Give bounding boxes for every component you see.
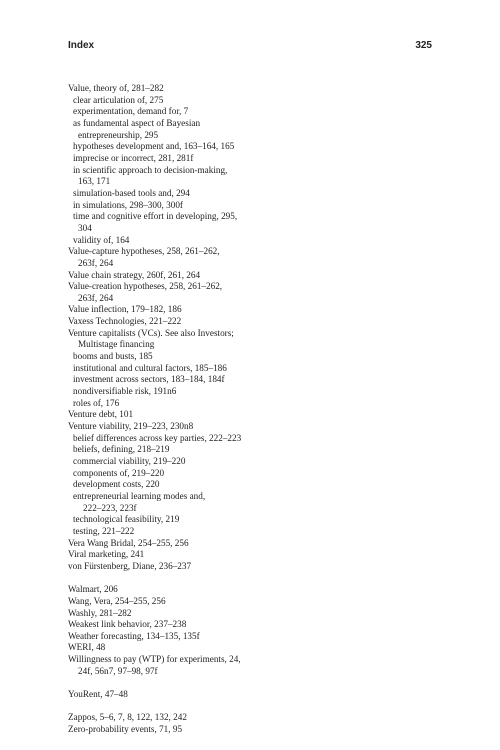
index-subentry: nondiversifiable risk, 191n6	[73, 386, 177, 397]
index-subentry: beliefs, defining, 218–219	[73, 444, 170, 455]
index-entry: Value inflection, 179–182, 186	[68, 304, 182, 315]
index-subentry: 263f, 264	[78, 292, 114, 303]
index-subentry: entrepreneurship, 295	[78, 129, 159, 140]
index-subentry: development costs, 220	[73, 479, 160, 490]
index-subentry: validity of, 164	[73, 234, 130, 245]
index-subentry: entrepreneurial learning modes and,	[73, 490, 206, 501]
index-entry: Willingness to pay (WTP) for experiments, 24,	[68, 654, 241, 665]
index-entry: Weakest link behavior, 237–238	[68, 619, 187, 630]
index-subentry: time and cognitive effort in developing, 295,	[73, 211, 238, 222]
index-entry: Washly, 281–282	[68, 607, 132, 618]
index-subentry: 222–223, 223f	[83, 502, 137, 513]
index-subentry: booms and busts, 185	[73, 351, 153, 362]
index-entry: Venture debt, 101	[68, 409, 134, 420]
letter-group-gap	[68, 573, 432, 585]
index-subentry: hypotheses development and, 163–164, 165	[73, 141, 235, 152]
index-entry: Weather forecasting, 134–135, 135f	[68, 630, 200, 641]
letter-group-gap	[68, 701, 432, 713]
index-subentry: Multistage financing	[78, 339, 155, 350]
index-entry: Value-creation hypotheses, 258, 261–262,	[68, 281, 223, 292]
index-subentry: 163, 171	[78, 176, 111, 187]
page-number: 325	[415, 40, 432, 51]
index-subentry: belief differences across key parties, 222–223	[73, 432, 242, 443]
index-entry: Zappos, 5–6, 7, 8, 122, 132, 242	[68, 712, 187, 723]
index-subentry: clear articulation of, 275	[73, 94, 164, 105]
index-entry: Walmart, 206	[68, 584, 118, 595]
index-subentry: experimentation, demand for, 7	[73, 106, 189, 117]
index-entry: Vaxess Technologies, 221–222	[68, 316, 182, 327]
index-entry: Value-capture hypotheses, 258, 261–262,	[68, 246, 220, 257]
index-subentry: roles of, 176	[73, 397, 120, 408]
index-subentry: imprecise or incorrect, 281, 281f	[73, 152, 194, 163]
index-entry: YouRent, 47–48	[68, 689, 128, 700]
index-entry: WERI, 48	[68, 642, 106, 653]
index-subentry: components of, 219–220	[73, 467, 165, 478]
index-subentry: simulation-based tools and, 294	[73, 187, 190, 198]
index-subentry: investment across sectors, 183–184, 184f	[73, 374, 225, 385]
index-entry: Venture capitalists (VCs). See also Investors;	[68, 327, 234, 338]
index-subentry: 263f, 264	[78, 257, 114, 268]
index-entry: Viral marketing, 241	[68, 549, 145, 560]
running-head-title: Index	[68, 40, 95, 51]
index-subentry: technological feasibility, 219	[73, 514, 180, 525]
index-subentry: as fundamental aspect of Bayesian	[73, 117, 201, 128]
index-entry: Value chain strategy, 260f, 261, 264	[68, 269, 201, 280]
index-entry: Vera Wang Bridal, 254–255, 256	[68, 537, 189, 548]
letter-group-gap	[68, 677, 432, 689]
index-subentry: institutional and cultural factors, 185–186	[73, 362, 227, 373]
index-subentry: in simulations, 298–300, 300f	[73, 199, 183, 210]
running-head	[68, 40, 432, 51]
index-entry: Wang, Vera, 254–255, 256	[68, 595, 166, 606]
index-subentry: in scientific approach to decision-making,	[73, 164, 228, 175]
index-subentry: 24f, 56n7, 97–98, 97f	[78, 665, 158, 676]
index-entry: Value, theory of, 281–282	[68, 83, 164, 93]
index-subentry: 304	[78, 222, 92, 233]
index-subentry: commercial viability, 219–220	[73, 456, 186, 466]
index-list	[68, 83, 432, 736]
index-entry: Venture viability, 219–223, 230n8	[68, 421, 194, 432]
index-entry: Zero-probability events, 71, 95	[68, 724, 183, 735]
index-entry: von Fürstenberg, Diane, 236–237	[68, 560, 192, 571]
index-subentry: testing, 221–222	[73, 525, 135, 536]
